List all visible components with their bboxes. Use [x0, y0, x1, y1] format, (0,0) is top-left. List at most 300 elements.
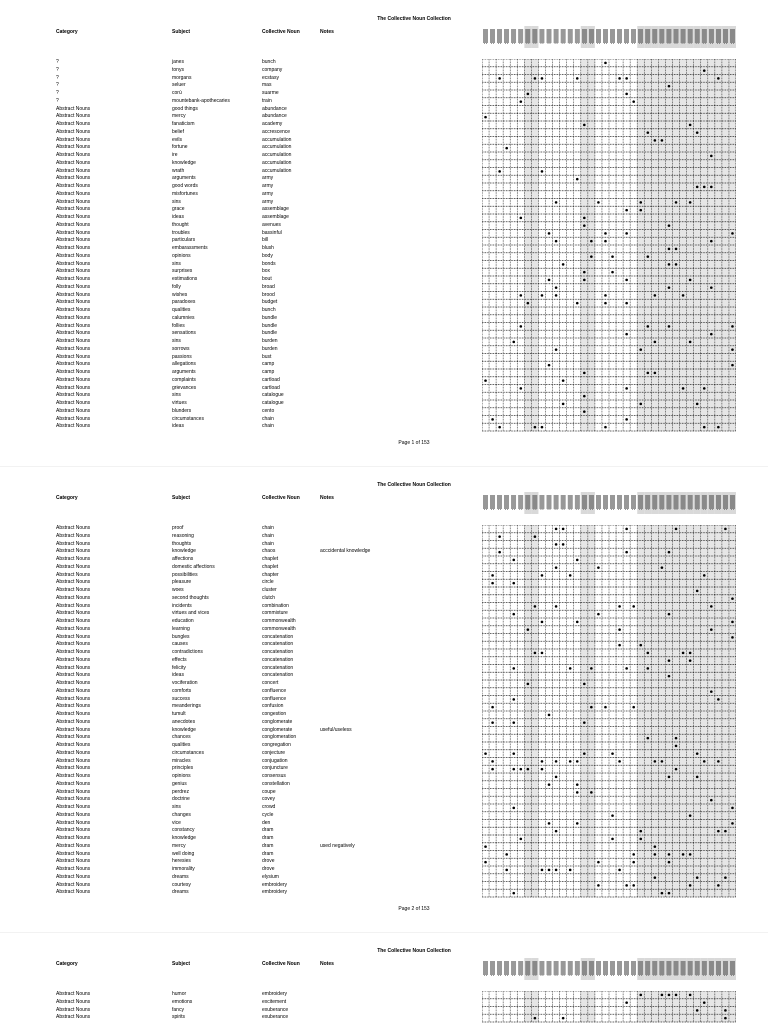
row-category: Abstract Nouns — [56, 376, 91, 383]
row-category: Abstract Nouns — [56, 610, 91, 617]
header-glyph — [600, 29, 601, 43]
header-glyph — [507, 961, 508, 976]
row-subject: vice — [172, 819, 181, 826]
header-glyph — [486, 495, 487, 510]
header-glyph — [548, 29, 549, 44]
header-glyph — [576, 961, 577, 976]
row-collective-noun: bust — [262, 353, 272, 360]
table-row — [0, 67, 480, 75]
header-glyph — [569, 29, 570, 44]
row-collective-noun: dram — [262, 850, 274, 857]
header-glyph — [512, 495, 513, 510]
table-row — [0, 346, 480, 354]
table-row — [0, 688, 480, 696]
header-glyph — [514, 29, 515, 44]
header-glyph — [640, 961, 641, 975]
row-collective-noun: concatenation — [262, 664, 294, 671]
source-mark — [527, 628, 530, 631]
header-glyph — [554, 495, 555, 509]
row-category: Abstract Nouns — [56, 540, 91, 547]
row-subject: good things — [172, 105, 198, 112]
header-glyph — [660, 495, 661, 509]
row-subject: misfortunes — [172, 190, 198, 197]
header-glyph — [669, 495, 670, 509]
header-glyph — [655, 961, 656, 975]
header-glyph — [544, 29, 545, 43]
source-mark — [512, 768, 515, 771]
header-glyph — [713, 495, 714, 509]
row-subject: mercy — [172, 113, 186, 120]
header-glyph — [641, 29, 642, 44]
header-glyph — [569, 495, 570, 510]
header-glyph — [605, 29, 606, 43]
row-collective-noun: brood — [262, 291, 275, 298]
table-row — [0, 152, 480, 160]
table-row — [0, 587, 480, 595]
source-mark — [562, 1017, 565, 1020]
table-row — [0, 408, 480, 416]
row-category: Abstract Nouns — [56, 314, 91, 321]
header-glyph — [733, 29, 734, 44]
header-glyph — [726, 961, 727, 976]
row-collective-noun: conglomerate — [262, 718, 293, 725]
row-category: Abstract Nouns — [56, 167, 91, 174]
source-mark — [703, 387, 706, 390]
header-glyph — [621, 29, 622, 43]
header-glyph — [499, 961, 500, 975]
header-glyph — [619, 29, 620, 43]
row-collective-noun: accumulation — [262, 167, 292, 174]
header-glyph — [675, 29, 676, 44]
header-glyph — [499, 495, 500, 509]
source-mark — [625, 387, 628, 390]
header-glyph — [618, 29, 619, 44]
header-glyph — [691, 495, 692, 510]
header-glyph — [617, 29, 618, 43]
table-body — [0, 991, 480, 1022]
source-mark — [491, 582, 494, 585]
row-category: Abstract Nouns — [56, 260, 91, 267]
header-glyph — [535, 495, 536, 509]
table-row — [0, 657, 480, 665]
row-subject: belief — [172, 128, 184, 135]
table-row — [0, 533, 480, 541]
header-glyph — [674, 495, 675, 509]
header-glyph — [696, 495, 697, 510]
header-glyph — [571, 29, 572, 44]
row-category: ? — [56, 59, 59, 65]
header-glyph — [575, 495, 576, 509]
header-glyph — [711, 29, 712, 43]
row-subject: virtues — [172, 400, 187, 406]
header-glyph — [556, 961, 557, 975]
row-subject: particulars — [172, 237, 196, 244]
row-category: Abstract Nouns — [56, 361, 91, 368]
header-glyph — [518, 495, 519, 509]
table-row — [0, 284, 480, 292]
header-glyph — [537, 495, 538, 509]
source-mark — [541, 574, 544, 577]
header-glyph — [506, 495, 507, 509]
header-glyph — [697, 495, 698, 509]
header-glyph — [653, 29, 654, 43]
header-glyph — [578, 495, 579, 510]
header-glyph — [599, 961, 600, 976]
header-glyph — [548, 961, 549, 976]
header-glyph — [484, 961, 485, 976]
header-glyph — [537, 961, 538, 975]
source-mark — [541, 426, 544, 429]
row-category: Abstract Nouns — [56, 796, 91, 803]
row-collective-noun: commonwealth — [262, 618, 296, 624]
source-mark — [520, 325, 523, 328]
header-glyph — [647, 961, 648, 975]
source-mark — [675, 768, 678, 771]
row-subject: felicity — [172, 664, 186, 671]
header-glyph — [555, 961, 556, 976]
header-glyph — [583, 961, 584, 976]
source-mark — [611, 838, 614, 841]
header-glyph — [683, 29, 684, 43]
header-glyph — [501, 29, 502, 43]
header-glyph — [526, 495, 527, 509]
header-glyph — [718, 29, 719, 43]
source-mark — [512, 752, 515, 755]
header-glyph — [628, 495, 629, 509]
header-glyph — [634, 29, 635, 44]
header-glyph — [590, 495, 591, 510]
source-mark — [491, 768, 494, 771]
header-glyph — [702, 29, 703, 43]
source-mark — [731, 822, 734, 825]
header-glyph — [725, 495, 726, 509]
source-mark — [689, 853, 692, 856]
header-glyph — [727, 29, 728, 43]
header-glyph — [619, 961, 620, 975]
row-subject: reasoning — [172, 532, 194, 539]
row-collective-noun: congestion — [262, 711, 287, 717]
row-collective-noun: excitement — [262, 998, 287, 1005]
row-collective-noun: catalogue — [262, 400, 284, 406]
row-category: Abstract Nouns — [56, 307, 91, 313]
row-subject: grace — [172, 206, 185, 213]
row-collective-noun: den — [262, 819, 271, 826]
header-glyph — [592, 961, 593, 976]
header-glyph — [633, 495, 634, 509]
header-glyph — [533, 29, 534, 43]
header-glyph — [547, 495, 548, 509]
row-category: Abstract Nouns — [56, 136, 91, 143]
source-mark — [512, 559, 515, 562]
row-category: Abstract Nouns — [56, 415, 91, 422]
row-subject: sensations — [172, 330, 196, 337]
row-collective-noun: cluster — [262, 587, 277, 593]
source-mark — [498, 426, 501, 429]
table-row — [0, 781, 480, 789]
row-category: Abstract Nouns — [56, 291, 91, 298]
header-glyph — [682, 29, 683, 44]
row-collective-noun: burden — [262, 345, 278, 352]
row-category: Abstract Nouns — [56, 392, 91, 399]
source-mark — [484, 379, 487, 382]
table-row — [0, 137, 480, 145]
row-collective-noun: drove — [262, 858, 275, 865]
table-row — [0, 222, 480, 230]
header-glyph — [603, 961, 604, 975]
row-notes: acccidental knowledge — [320, 548, 371, 555]
header-glyph — [611, 961, 612, 976]
header-glyph — [711, 961, 712, 975]
table-row — [0, 812, 480, 820]
source-mark — [555, 566, 558, 569]
source-mark — [597, 884, 600, 887]
header-glyph — [541, 495, 542, 510]
header-glyph — [500, 29, 501, 44]
header-glyph — [514, 495, 515, 510]
row-category: Abstract Nouns — [56, 788, 91, 795]
header-glyph — [589, 29, 590, 43]
header-glyph — [528, 961, 529, 975]
header-glyph — [612, 961, 613, 975]
header-glyph — [647, 495, 648, 509]
header-glyph — [486, 961, 487, 976]
row-subject: sins — [172, 338, 181, 344]
header-glyph — [710, 495, 711, 510]
header-glyph — [589, 495, 590, 509]
row-collective-noun: chain — [262, 415, 274, 422]
row-subject: tonys — [172, 66, 184, 73]
row-category: Abstract Nouns — [56, 881, 91, 888]
table-row — [0, 292, 480, 300]
header-glyph — [646, 495, 647, 510]
source-mark — [696, 186, 699, 189]
source-matrix — [482, 59, 736, 433]
row-subject: ideas — [172, 423, 184, 430]
row-collective-noun: train — [262, 97, 272, 104]
table-row — [0, 734, 480, 742]
row-subject: possibilities — [172, 571, 198, 578]
row-subject: ire — [172, 152, 178, 158]
row-subject: complaints — [172, 376, 196, 383]
header-glyph — [591, 495, 592, 509]
row-subject: incidents — [172, 602, 192, 609]
row-category: Abstract Nouns — [56, 322, 91, 329]
source-mark — [689, 994, 692, 997]
header-glyph — [530, 29, 531, 43]
header-glyph — [671, 29, 672, 43]
source-mark — [654, 845, 657, 848]
header-glyph — [605, 495, 606, 509]
header-notes: Notes — [320, 29, 334, 35]
source-mark — [675, 248, 678, 251]
source-mark — [647, 372, 650, 375]
header-glyph — [648, 29, 649, 44]
header-glyph — [520, 29, 521, 43]
source-mark — [491, 721, 494, 724]
row-subject: humor — [172, 991, 187, 997]
row-collective-noun: abundance — [262, 105, 287, 112]
row-category: Abstract Nouns — [56, 625, 91, 632]
row-collective-noun: congregation — [262, 742, 291, 748]
header-glyph — [547, 29, 548, 43]
header-glyph — [689, 29, 690, 44]
row-category: Abstract Nouns — [56, 563, 91, 570]
header-glyph — [572, 29, 573, 43]
header-glyph — [681, 961, 682, 975]
header-glyph — [603, 495, 604, 509]
header-glyph — [494, 29, 495, 43]
header-glyph — [571, 961, 572, 976]
source-mark — [576, 621, 579, 624]
row-collective-noun: chaos — [262, 548, 276, 555]
source-mark — [548, 714, 551, 717]
row-subject: fanaticism — [172, 121, 195, 127]
row-collective-noun: bundle — [262, 322, 278, 329]
row-subject: bungles — [172, 633, 190, 640]
header-glyph — [565, 29, 566, 43]
header-glyph — [639, 961, 640, 976]
row-category: Abstract Nouns — [56, 773, 91, 779]
source-mark — [562, 403, 565, 406]
header-glyph — [642, 961, 643, 975]
header-glyph — [508, 961, 509, 975]
header-glyph — [606, 29, 607, 44]
row-collective-noun: army — [262, 175, 274, 182]
header-glyph — [692, 29, 693, 43]
source-mark — [618, 869, 621, 872]
source-mark — [717, 830, 720, 833]
source-mark — [703, 426, 706, 429]
source-mark — [647, 325, 650, 328]
source-mark — [548, 232, 551, 235]
header-glyph — [674, 29, 675, 43]
header-glyph — [551, 961, 552, 975]
row-subject: surprises — [172, 268, 193, 275]
row-category: Abstract Nouns — [56, 594, 91, 601]
header-glyph — [627, 29, 628, 44]
header-glyph — [530, 961, 531, 975]
source-mark — [576, 559, 579, 562]
header-glyph — [657, 961, 658, 975]
source-mark — [625, 302, 628, 305]
row-collective-noun: crowd — [262, 804, 276, 810]
source-mark — [696, 403, 699, 406]
header-glyph — [716, 961, 717, 975]
row-collective-noun: covey — [262, 796, 276, 803]
header-glyph — [549, 961, 550, 975]
table-row — [0, 75, 480, 83]
row-category: Abstract Nouns — [56, 858, 91, 865]
row-collective-noun: abundance — [262, 113, 287, 120]
table-row — [0, 541, 480, 549]
header-glyph — [724, 495, 725, 510]
source-mark — [555, 286, 558, 289]
header-glyph — [544, 495, 545, 509]
source-mark — [668, 325, 671, 328]
header-glyph — [633, 961, 634, 975]
row-category: Abstract Nouns — [56, 423, 91, 430]
source-mark — [576, 783, 579, 786]
header-glyph — [731, 29, 732, 44]
source-mark — [618, 644, 621, 647]
header-glyph — [590, 961, 591, 976]
header-glyph — [519, 29, 520, 44]
row-collective-noun: conjuncture — [262, 765, 288, 772]
source-mark — [689, 279, 692, 282]
row-subject: doctrine — [172, 796, 190, 803]
source-mark — [555, 528, 558, 531]
row-subject: affections — [172, 556, 194, 562]
source-mark — [583, 752, 586, 755]
header-glyph — [709, 495, 710, 509]
header-glyph — [558, 961, 559, 975]
source-mark — [583, 683, 586, 686]
header-glyph — [582, 961, 583, 975]
row-notes: useful/useless — [320, 726, 352, 733]
table-row — [0, 245, 480, 253]
row-collective-noun: concatenation — [262, 649, 294, 655]
header-glyph — [725, 29, 726, 43]
source-mark — [583, 124, 586, 127]
header-glyph — [645, 961, 646, 975]
source-mark — [576, 791, 579, 794]
row-collective-noun: concert — [262, 680, 279, 686]
row-subject: arguments — [172, 175, 196, 182]
header-glyph — [507, 29, 508, 44]
table-row — [0, 773, 480, 781]
row-collective-noun: dram — [262, 827, 274, 834]
row-collective-noun: bunch — [262, 307, 276, 313]
source-mark — [724, 528, 727, 531]
header-glyph — [547, 961, 548, 975]
table-row — [0, 672, 480, 680]
header-glyph — [604, 961, 605, 976]
table-row — [0, 789, 480, 797]
header-glyph — [554, 961, 555, 975]
row-subject: troubles — [172, 229, 190, 236]
table-row — [0, 603, 480, 611]
row-collective-noun: academy — [262, 121, 283, 127]
header-glyph — [557, 29, 558, 44]
header-glyph — [501, 495, 502, 509]
header-glyph — [670, 29, 671, 44]
source-mark — [583, 410, 586, 413]
header-glyph — [500, 961, 501, 976]
header-glyph — [484, 29, 485, 44]
row-subject: fancy — [172, 1006, 184, 1013]
header-glyph — [727, 961, 728, 975]
header-glyph — [548, 495, 549, 510]
row-category: Abstract Nouns — [56, 175, 91, 182]
row-collective-noun: avenues — [262, 221, 281, 228]
row-subject: spirits — [172, 1014, 186, 1021]
row-category: Abstract Nouns — [56, 656, 91, 663]
header-glyph — [564, 29, 565, 44]
source-mark — [661, 994, 664, 997]
header-glyph — [527, 495, 528, 510]
row-collective-noun: constellation — [262, 780, 290, 787]
source-mark — [632, 884, 635, 887]
header-glyph — [624, 29, 625, 43]
table-row — [0, 626, 480, 634]
source-mark — [696, 776, 699, 779]
header-glyph — [505, 495, 506, 510]
row-category: ? — [56, 82, 59, 89]
header-glyph — [696, 961, 697, 976]
table-row — [0, 199, 480, 207]
row-collective-noun: concatenation — [262, 641, 294, 648]
header-glyph — [564, 495, 565, 510]
